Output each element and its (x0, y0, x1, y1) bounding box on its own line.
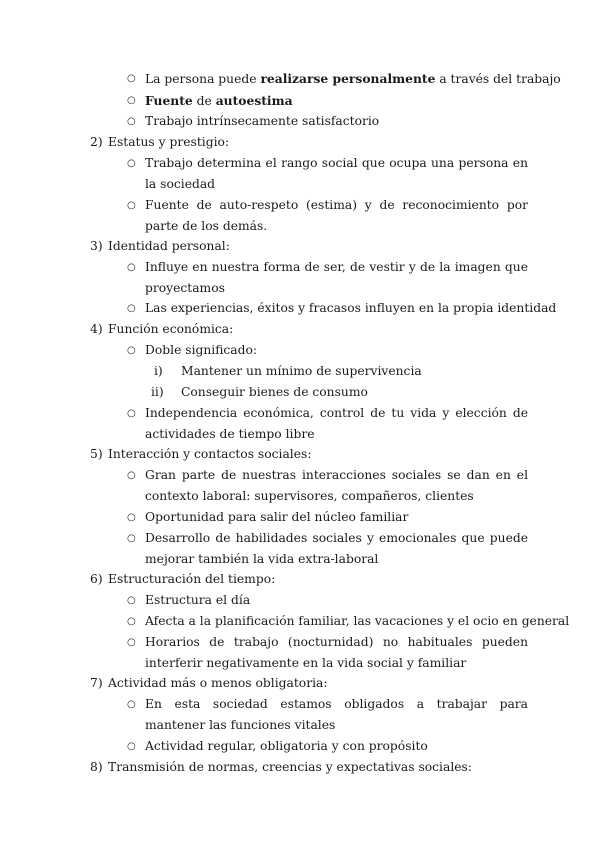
section-title: Función económica: (108, 322, 234, 336)
section-title: Identidad personal: (108, 239, 230, 253)
bullet-icon: ○ (127, 95, 136, 106)
bullet-icon: ○ (127, 616, 136, 627)
bullet-icon: ○ (127, 741, 136, 752)
bullet-icon: ○ (127, 345, 136, 356)
list-item: Horarios de trabajo (nocturnidad) no habituales pueden interferir negativamente en la vida social y familiar (145, 635, 528, 670)
list-item: Influye en nuestra forma de ser, de vestir y de la imagen que proyectamos (145, 260, 528, 295)
section-number: 5) (90, 447, 103, 461)
list-item: Las experiencias, éxitos y fracasos influyen en la propia identidad (145, 301, 557, 315)
section-title: Transmisión de normas, creencias y expectativas sociales: (108, 760, 472, 774)
bullet-icon: ○ (127, 73, 136, 84)
list-item: La persona puede realizarse personalmente a través del trabajo (145, 71, 561, 86)
roman-number: i) (154, 364, 163, 378)
bullet-icon: ○ (127, 637, 136, 648)
bullet-icon: ○ (127, 595, 136, 606)
section-number: 7) (90, 676, 103, 690)
section-title: Estructuración del tiempo: (108, 572, 276, 586)
bullet-icon: ○ (127, 262, 136, 273)
bullet-icon: ○ (127, 699, 136, 710)
list-item: Fuente de autoestima (145, 93, 293, 108)
bullet-icon: ○ (127, 116, 136, 127)
section-number: 2) (90, 135, 103, 149)
list-item: Trabajo determina el rango social que ocupa una persona en la sociedad (145, 156, 528, 191)
bullet-icon: ○ (127, 303, 136, 314)
list-item: Estructura el día (145, 593, 251, 607)
section-number: 4) (90, 322, 103, 336)
bullet-icon: ○ (127, 470, 136, 481)
bullet-icon: ○ (127, 512, 136, 523)
list-item: Gran parte de nuestras interacciones sociales se dan en el contexto laboral: supervisores, compañeros, clientes (145, 468, 528, 503)
list-item: Desarrollo de habilidades sociales y emocionales que puede mejorar también la vida extra-laboral (145, 531, 528, 566)
sub-list-item: Mantener un mínimo de supervivencia (181, 364, 422, 378)
section-number: 8) (90, 760, 103, 774)
section-number: 3) (90, 239, 103, 253)
section-title: Estatus y prestigio: (108, 135, 230, 149)
list-item: Oportunidad para salir del núcleo familiar (145, 510, 409, 524)
list-item: Trabajo intrínsecamente satisfactorio (145, 114, 380, 128)
bullet-icon: ○ (127, 200, 136, 211)
list-item: Afecta a la planificación familiar, las vacaciones y el ocio en general (145, 614, 570, 628)
section-title: Actividad más o menos obligatoria: (108, 676, 328, 690)
section-number: 6) (90, 572, 103, 586)
list-item: Doble significado: (145, 343, 258, 357)
section-title: Interacción y contactos sociales: (108, 447, 312, 461)
roman-number: ii) (151, 385, 164, 399)
list-item: En esta sociedad estamos obligados a trabajar para mantener las funciones vitales (145, 697, 528, 732)
list-item: Independencia económica, control de tu vida y elección de actividades de tiempo libre (145, 406, 528, 441)
sub-list-item: Conseguir bienes de consumo (181, 385, 368, 399)
list-item: Actividad regular, obligatoria y con propósito (145, 739, 428, 753)
list-item: Fuente de auto-respeto (estima) y de reconocimiento por parte de los demás. (145, 198, 528, 233)
bullet-icon: ○ (127, 533, 136, 544)
bullet-icon: ○ (127, 408, 136, 419)
bullet-icon: ○ (127, 158, 136, 169)
